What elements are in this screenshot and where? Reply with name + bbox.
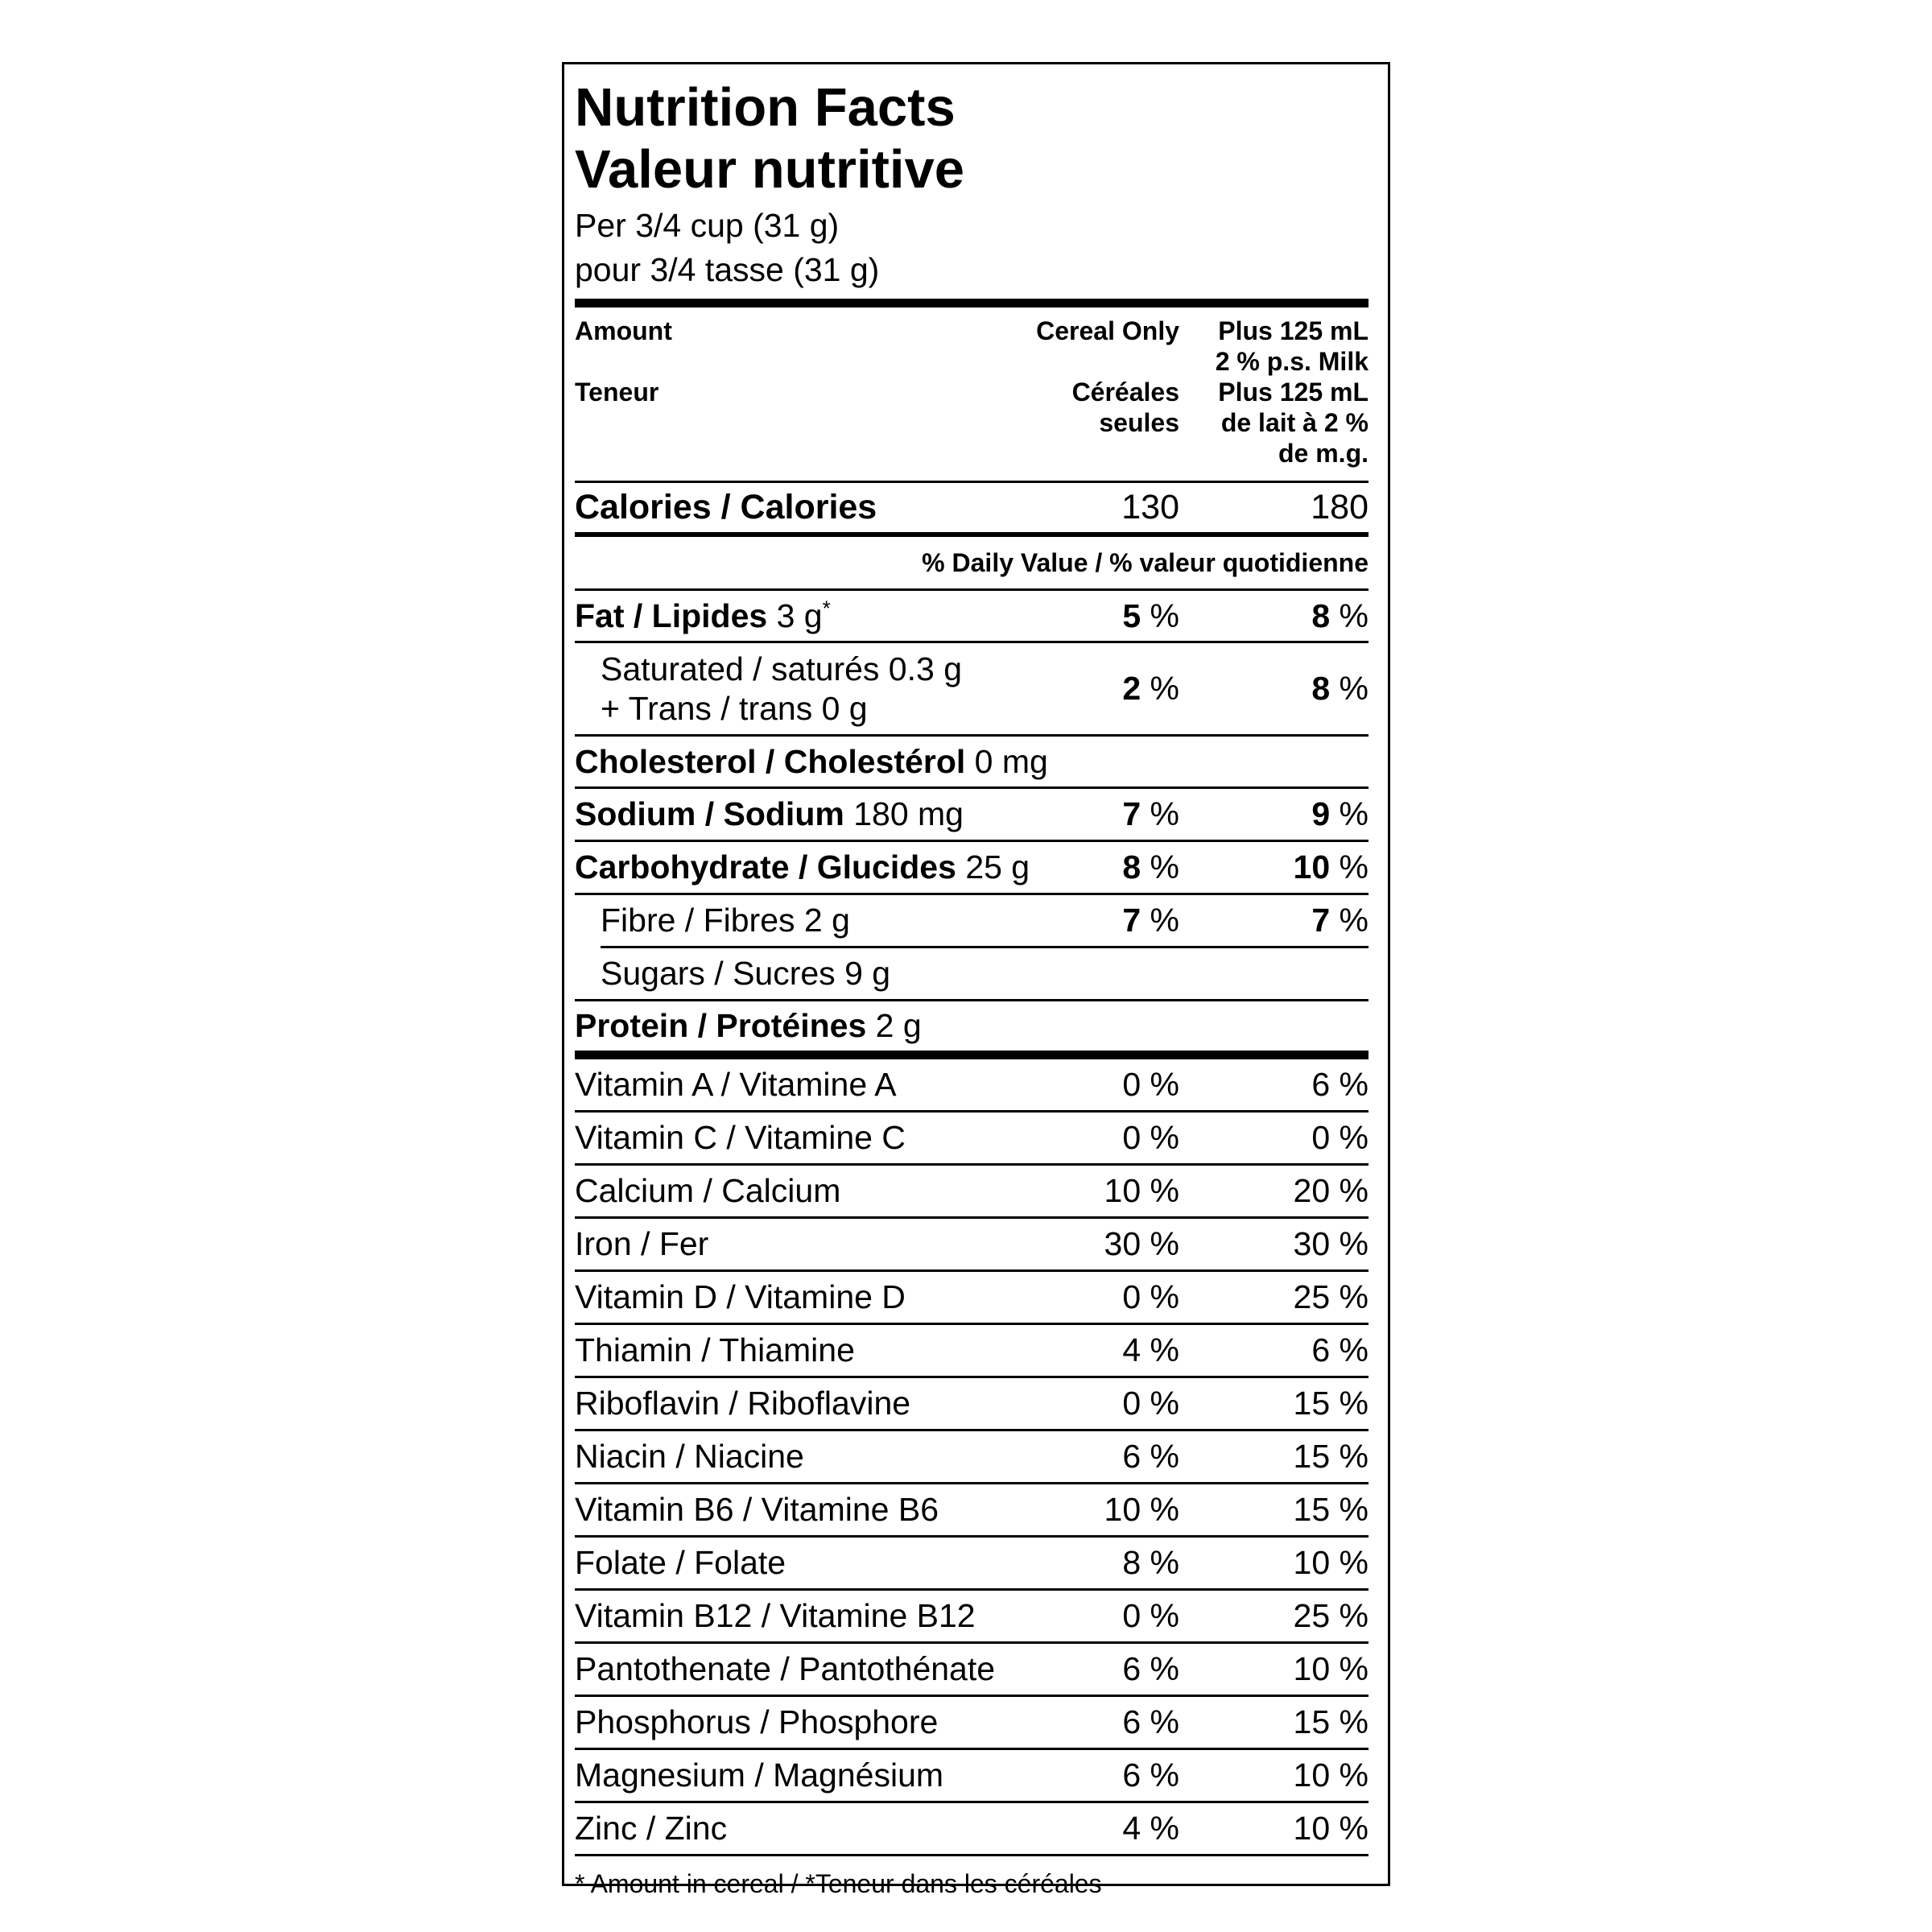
teneur-label: Teneur: [575, 378, 659, 407]
cereal-only-label: Cereal Only: [1036, 316, 1179, 345]
fat-footnote-mark: *: [822, 595, 831, 620]
with-milk-line-1: Plus 125 mL: [1218, 316, 1368, 345]
vitamin-milk-dv: 6 %: [1311, 1066, 1368, 1103]
vitamin-row: [575, 1538, 1368, 1591]
vitamin-row: [575, 1484, 1368, 1538]
vitamin-label: Zinc / Zinc: [575, 1810, 728, 1847]
vitamin-label: Vitamin A / Vitamine A: [575, 1066, 897, 1103]
vitamin-milk-dv: 10 %: [1293, 1544, 1368, 1581]
amount-header: [575, 316, 1010, 407]
title-en: Nutrition Facts: [575, 77, 956, 138]
vitamin-label: Folate / Folate: [575, 1544, 786, 1581]
vitamin-row: [575, 1697, 1368, 1750]
fibre-milk-pct: %: [1339, 902, 1368, 939]
vitamin-list: [575, 1059, 1368, 1856]
fat-name: Fat / Lipides: [575, 597, 768, 634]
vitamin-cereal-dv: 0 %: [1122, 1385, 1179, 1422]
fibre-cereal-value: 7: [1122, 902, 1141, 939]
calories-row: [575, 483, 1368, 537]
fibre-row: [601, 895, 1368, 948]
vitamin-row: [575, 1644, 1368, 1697]
sodium-row: [575, 789, 1368, 842]
carbohydrate-row: [575, 842, 1368, 895]
title-fr: Valeur nutritive: [575, 139, 965, 200]
carbohydrate-cereal: [1051, 848, 1179, 886]
fibre-label: Fibre / Fibres 2 g: [601, 902, 850, 939]
saturated-line: Saturated / saturés 0.3 g: [601, 650, 962, 687]
cereales-label: Céréales: [1071, 378, 1179, 407]
fat-milk: [1179, 597, 1368, 635]
fat-amount: 3 g: [776, 597, 823, 634]
saturated-label: [601, 650, 1051, 729]
vitamin-label: Vitamin D / Vitamine D: [575, 1278, 906, 1315]
seules-label: seules: [1099, 408, 1179, 437]
vitamin-row: [575, 1378, 1368, 1431]
vitamin-milk-dv: 15 %: [1293, 1438, 1368, 1475]
vitamin-label: Pantothenate / Pantothénate: [575, 1650, 996, 1687]
vitamin-cereal-dv: 4 %: [1122, 1810, 1179, 1847]
carbohydrate-milk-value: 10: [1293, 848, 1331, 886]
fat-row: [575, 591, 1368, 643]
calories-milk: 180: [1311, 488, 1368, 526]
serving-size-en: Per 3/4 cup (31 g): [575, 207, 840, 244]
saturated-milk-value: 8: [1311, 670, 1331, 707]
fat-milk-pct: %: [1339, 597, 1368, 634]
fat-milk-value: 8: [1311, 597, 1331, 634]
vitamin-cereal-dv: 10 %: [1104, 1172, 1179, 1209]
saturated-cereal-value: 2: [1122, 670, 1141, 707]
serving-size-fr: pour 3/4 tasse (31 g): [575, 251, 880, 288]
vitamin-row: [575, 1166, 1368, 1219]
fat-cereal-value: 5: [1122, 597, 1141, 634]
carbohydrate-milk: [1179, 848, 1368, 886]
sodium-cereal-pct: %: [1150, 795, 1179, 832]
calories-label: Calories / Calories: [575, 488, 877, 526]
protein-amount: 2 g: [875, 1007, 922, 1044]
sodium-name: Sodium / Sodium: [575, 795, 844, 832]
vitamin-row: [575, 1325, 1368, 1378]
vitamin-row: [575, 1750, 1368, 1803]
cholesterol-amount: 0 mg: [974, 742, 1048, 780]
vitamin-milk-dv: 25 %: [1293, 1597, 1368, 1634]
carbohydrate-amount: 25 g: [965, 848, 1030, 886]
vitamin-cereal-dv: 8 %: [1122, 1544, 1179, 1581]
fat-cereal: [1051, 597, 1179, 635]
amount-label: Amount: [575, 316, 672, 345]
vitamin-milk-dv: 0 %: [1311, 1119, 1368, 1156]
nutrition-facts-table: [575, 76, 1368, 1900]
vitamin-cereal-dv: 10 %: [1104, 1491, 1179, 1528]
vitamin-row: [575, 1431, 1368, 1484]
vitamin-milk-dv: 10 %: [1293, 1757, 1368, 1794]
vitamin-cereal-dv: 6 %: [1122, 1757, 1179, 1794]
fibre-milk: [1179, 902, 1368, 939]
with-milk-line-2: 2 % p.s. Milk: [1215, 347, 1368, 376]
carbohydrate-label: [575, 848, 1051, 886]
carbohydrate-cereal-value: 8: [1122, 848, 1141, 886]
vitamin-milk-dv: 10 %: [1293, 1650, 1368, 1687]
vitamin-cereal-dv: 0 %: [1122, 1066, 1179, 1103]
vitamin-label: Thiamin / Thiamine: [575, 1331, 855, 1368]
sodium-milk-value: 9: [1311, 795, 1331, 832]
vitamin-label: Niacin / Niacine: [575, 1438, 804, 1475]
vitamin-row: [575, 1059, 1368, 1113]
trans-line: + Trans / trans 0 g: [601, 689, 868, 727]
sodium-cereal-value: 7: [1122, 795, 1141, 832]
vitamin-milk-dv: 6 %: [1311, 1331, 1368, 1368]
vitamin-cereal-dv: 6 %: [1122, 1438, 1179, 1475]
vitamin-cereal-dv: 6 %: [1122, 1703, 1179, 1740]
saturated-milk: [1179, 670, 1368, 708]
daily-value-header: [575, 537, 1368, 591]
column-header-row: [575, 308, 1368, 483]
vitamin-row: [575, 1272, 1368, 1325]
with-milk-line-5: de m.g.: [1278, 439, 1368, 468]
carbohydrate-milk-pct: %: [1339, 848, 1368, 886]
saturated-milk-pct: %: [1339, 670, 1368, 707]
with-milk-header: [1179, 316, 1368, 469]
carbohydrate-cereal-pct: %: [1150, 848, 1179, 886]
vitamin-milk-dv: 15 %: [1293, 1703, 1368, 1740]
sodium-milk: [1179, 795, 1368, 833]
vitamin-cereal-dv: 6 %: [1122, 1650, 1179, 1687]
with-milk-line-4: de lait à 2 %: [1220, 408, 1368, 437]
sodium-milk-pct: %: [1339, 795, 1368, 832]
vitamin-row: [575, 1591, 1368, 1644]
vitamin-label: Magnesium / Magnésium: [575, 1757, 944, 1794]
sugars-label: Sugars / Sucres 9 g: [601, 955, 891, 992]
vitamin-label: Vitamin C / Vitamine C: [575, 1119, 906, 1156]
vitamin-milk-dv: 25 %: [1293, 1278, 1368, 1315]
vitamin-row: [575, 1113, 1368, 1166]
vitamin-label: Phosphorus / Phosphore: [575, 1703, 939, 1740]
protein-label: [575, 1007, 1368, 1045]
sodium-label: [575, 795, 1051, 833]
sodium-cereal: [1051, 795, 1179, 833]
vitamin-cereal-dv: 0 %: [1122, 1119, 1179, 1156]
calories-cereal: 130: [1121, 488, 1179, 526]
vitamin-milk-dv: 15 %: [1293, 1385, 1368, 1422]
footnote: * Amount in cereal / *Teneur dans les céréales: [575, 1869, 1102, 1898]
cholesterol-label: [575, 743, 1368, 781]
vitamin-label: Iron / Fer: [575, 1225, 709, 1262]
vitamin-label: Vitamin B12 / Vitamine B12: [575, 1597, 976, 1634]
vitamin-milk-dv: 15 %: [1293, 1491, 1368, 1528]
fibre-cereal: [1051, 902, 1179, 939]
sodium-amount: 180 mg: [853, 795, 964, 832]
vitamin-cereal-dv: 0 %: [1122, 1597, 1179, 1634]
vitamin-cereal-dv: 4 %: [1122, 1331, 1179, 1368]
fibre-milk-value: 7: [1311, 902, 1331, 939]
cereal-only-header: [1010, 316, 1179, 438]
carbohydrate-name: Carbohydrate / Glucides: [575, 848, 956, 886]
vitamin-cereal-dv: 30 %: [1104, 1225, 1179, 1262]
with-milk-line-3: Plus 125 mL: [1218, 378, 1368, 407]
fibre-cereal-pct: %: [1150, 902, 1179, 939]
vitamin-milk-dv: 10 %: [1293, 1810, 1368, 1847]
vitamin-label: Vitamin B6 / Vitamine B6: [575, 1491, 939, 1528]
protein-name: Protein / Protéines: [575, 1007, 867, 1044]
saturated-row: [575, 643, 1368, 737]
vitamin-label: Riboflavin / Riboflavine: [575, 1385, 911, 1422]
fat-cereal-pct: %: [1150, 597, 1179, 634]
cholesterol-row: [575, 737, 1368, 789]
vitamin-row: [575, 1803, 1368, 1856]
daily-value-label: % Daily Value / % valeur quotidienne: [922, 547, 1368, 577]
sugars-row: [575, 948, 1368, 1001]
vitamin-row: [575, 1219, 1368, 1272]
thick-divider: [575, 299, 1368, 308]
vitamin-milk-dv: 30 %: [1293, 1225, 1368, 1262]
cholesterol-name: Cholesterol / Cholestérol: [575, 742, 966, 780]
fat-label: [575, 597, 1051, 635]
vitamin-milk-dv: 20 %: [1293, 1172, 1368, 1209]
saturated-cereal: [1051, 670, 1179, 708]
protein-row: [575, 1001, 1368, 1059]
vitamin-label: Calcium / Calcium: [575, 1172, 841, 1209]
saturated-cereal-pct: %: [1150, 670, 1179, 707]
vitamin-cereal-dv: 0 %: [1122, 1278, 1179, 1315]
